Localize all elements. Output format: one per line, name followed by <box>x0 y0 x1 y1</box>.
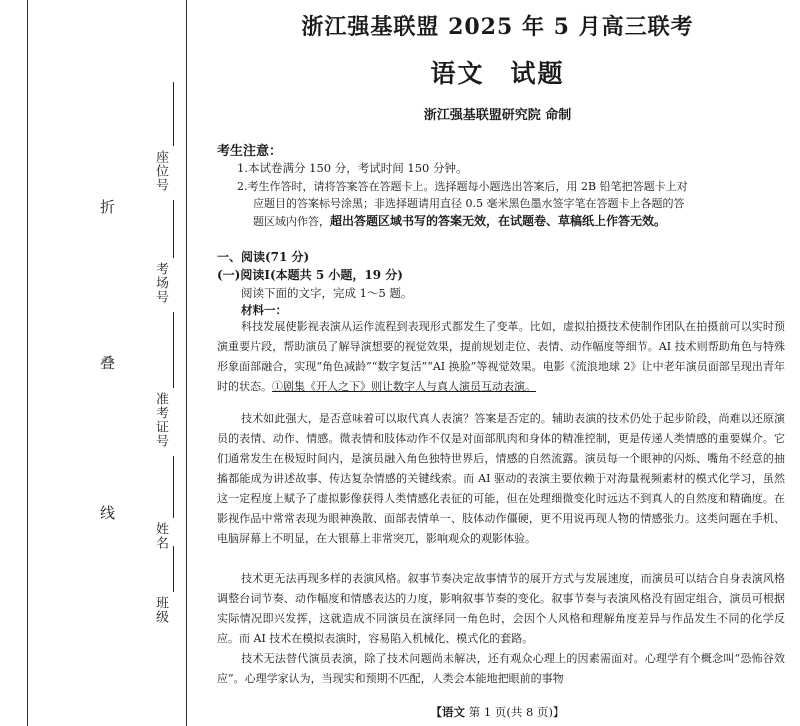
paragraph-1-text: 科技发展使影视表演从运作流程到表现形式都发生了变革。比如，虚拟拍摄技术使制作团队在拍摄前可以实时预演重要片段，帮助演员了解导演想要的视觉效果，提前规划走位、表情、动作幅度等细节。AI 技术则帮助角色与特殊形象面部融合，实现“角色减龄”“数字复活”“AI 换脸”等视觉效果。电影《流浪地球 2》让中老年演员面部呈现出青年时的状态。 <box>217 320 785 393</box>
margin-inner-line <box>186 0 187 726</box>
class-line <box>173 546 174 592</box>
exam-page <box>205 0 790 726</box>
organizer: 浙江强基联盟研究院 命制 <box>423 108 572 123</box>
subject-heading <box>205 54 790 90</box>
fold-char-die: 叠 <box>100 354 116 372</box>
section-heading: 一、阅读(71 分) <box>217 250 310 264</box>
margin-outer-line <box>27 0 28 726</box>
binding-margin <box>0 0 190 726</box>
admission-number-label: 准考证号 <box>153 392 168 448</box>
subject-name: 语文 <box>430 59 485 88</box>
seat-number-line <box>173 82 174 146</box>
seat-number-label: 座位号 <box>153 150 168 192</box>
paragraph-3 <box>217 569 785 649</box>
notice-item-2-line-3-text: 题区域内作答， <box>253 215 330 228</box>
notice-item-2-line-3 <box>253 212 666 229</box>
notice-title: 考生注意： <box>217 144 283 159</box>
page-footer <box>205 704 790 720</box>
footer-page-info: 第 1 页(共 8 页)】 <box>468 705 565 719</box>
subsection-heading: (一)阅读Ⅰ(本题共 5 小题，19 分) <box>217 268 403 282</box>
reading-instruction: 阅读下面的文字，完成 1～5 题。 <box>241 286 413 300</box>
paragraph-2 <box>217 409 785 549</box>
paragraph-2-text: 技术如此强大，是否意味着可以取代真人表演？答案是否定的。辅助表演的技术仍处于起步阶段，尚难以还原演员的表情、动作、情感。微表情和肢体动作不仅是对面部肌肉和身体的精准控制，更是传递人类情感的重要媒介。它们通常发生在极短时间内，是演员融入角色独特世界后，情感的自然流露。演员每一个眼神的闪烁、嘴角不经意的抽搐都能成为讲述故事、传达复杂情感的关键线索。而 AI 驱动的表演主要依赖于对海量视频素材的模式化学习，虽然这一定程度上赋予了虚拟影像获得人类情感化表征的可能，但在处理细微变化时远达不到真人的自然度和精确度。在影视作品中常常表现为眼神涣散、面部表情单一、肢体动作僵硬，更不用说再现人物的情感张力。这类问题在手机、电脑屏幕上不明显，在大银幕上非常突兀，影响观众的观影体验。 <box>217 412 785 545</box>
material-label: 材料一： <box>241 303 287 317</box>
admission-number-line <box>173 312 174 388</box>
room-number-line <box>173 200 174 258</box>
subject-suffix: 试题 <box>510 59 565 88</box>
fold-char-zhe: 折 <box>100 198 116 216</box>
room-number-label: 考场号 <box>153 262 168 304</box>
notice-item-2-line-2: 应题目的答案标号涂黑；非选择题请用直径 0.5 毫米黑色墨水签字笔在答题卡上各题的答 <box>253 197 685 210</box>
paragraph-4-text: 技术无法替代演员表演，除了技术问题尚未解决，还有观众心理上的因素需面对。心理学有个概念叫“恐怖谷效应”。心理学家认为，当现实和预期不匹配，人类会本能地把眼前的事物 <box>217 652 785 685</box>
paragraph-1 <box>217 317 785 397</box>
fold-char-xian: 线 <box>100 504 116 522</box>
paragraph-3-text: 技术更无法再现多样的表演风格。叙事节奏决定故事情节的展开方式与发展速度，而演员可以结合自身表演风格调整台词节奏、动作幅度和情感表达的力度，影响叙事节奏的变化。叙事节奏与表演风格没有固定组合，演员可根据实际情况即兴发挥，这就造成不同演员在演绎同一角色时，会因个人风格和理解角度差异与作品发生不同的化学反应。而 AI 技术在模拟表演时，容易陷入机械化、模式化的套路。 <box>217 572 785 645</box>
notice-warning-emphasis: 超出答题区域书写的答案无效，在试题卷、草稿纸上作答无效。 <box>330 214 667 228</box>
underlined-sentence-1: ①剧集《开人之下》则让数字人与真人演员互动表演。 <box>272 380 536 393</box>
class-label: 班级 <box>153 596 168 624</box>
notice-item-2-line-1: 2.考生作答时，请将答案答在答题卡上。选择题每小题选出答案后，用 2B 铅笔把答题卡上对 <box>237 180 688 193</box>
exam-title: 浙江强基联盟 2025 年 5 月高三联考 <box>301 14 694 40</box>
notice-item-1: 1.本试卷满分 150 分，考试时间 150 分钟。 <box>237 161 468 175</box>
paragraph-4 <box>217 649 785 689</box>
footer-subject: 【语文 <box>430 705 466 719</box>
name-line <box>173 456 174 518</box>
name-label: 姓名 <box>153 522 168 550</box>
